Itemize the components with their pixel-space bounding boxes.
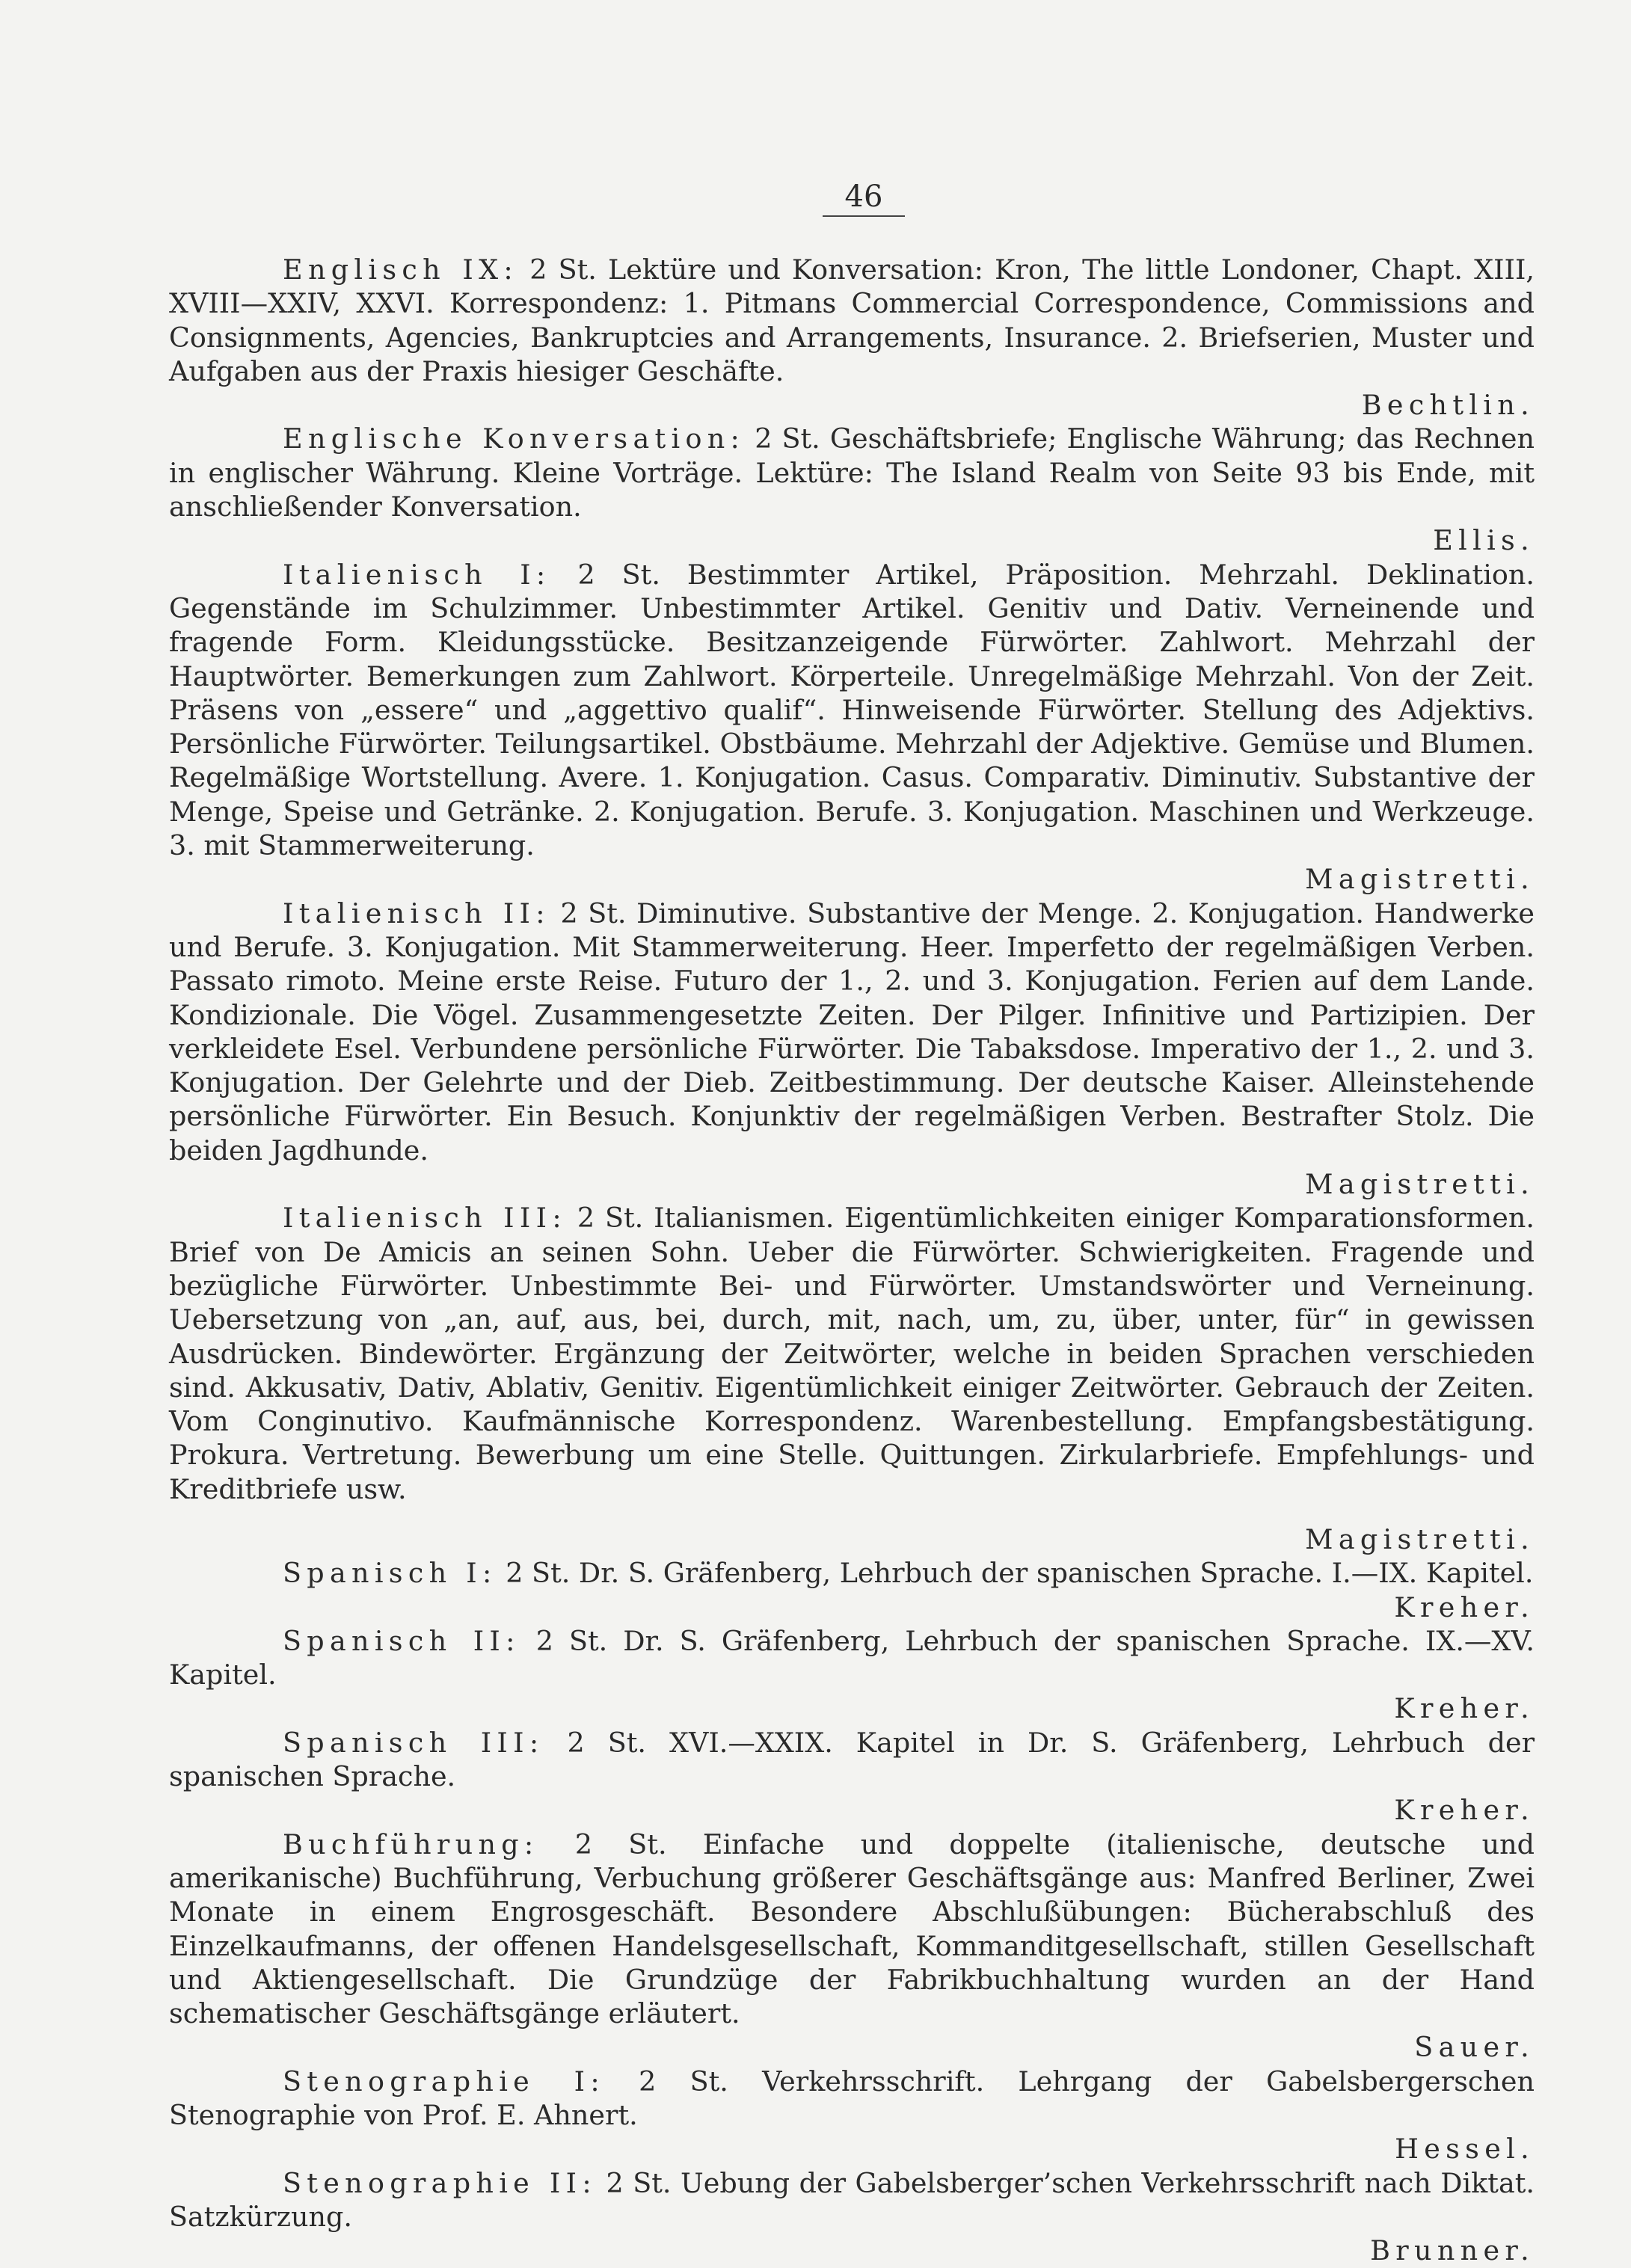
entry-englische-konversation	[169, 422, 1535, 557]
subject-heading: Englisch IX:	[283, 253, 519, 286]
entry-text: 2 St. Dr. S. Gräfenberg, Lehrbuch der spanischen Sprache. I.—IX. Kapitel.	[506, 1557, 1534, 1590]
teacher-name: Brunner.	[1370, 2234, 1535, 2267]
entry-text: 2 St. Uebung der Gabelsberger’schen Verkehrsschrift nach Diktat. Satzkürzung.	[169, 2166, 1535, 2233]
entry-spanisch-i	[169, 1556, 1535, 1624]
subject-heading: Italienisch II:	[283, 897, 550, 929]
teacher-name: Magistretti.	[1305, 1168, 1535, 1201]
entry-text: 2 St. Bestimmter Artikel, Präposition. Mehrzahl. Deklination. Gegenstände im Schulzimmer. Unbestimmter Artikel. Genitiv und Dativ. Verneinende und fragende Form. Kleidungsstücke. Besitzanzeigende Fürwörter. Zahlwort. Mehrzahl der Hauptwörter. Bemerkungen zum Zahlwort. Körperteile. Unregelmäßige Mehrzahl. Von der Zeit. Präsens von „essere“ und „aggettivo qualif“. Hinweisende Fürwörter. Stellung des Adjektivs. Persönliche Fürwörter. Teilungsartikel. Obstbäume. Mehrzahl der Adjektive. Gemüse und Blumen. Regelmäßige Wortstellung. Avere. 1. Konjugation. Casus. Comparativ. Diminutiv. Substantive der Menge, Speise und Getränke. 2. Konjugation. Berufe. 3. Konjugation. Maschinen und Werkzeuge. 3. mit Stammerweiterung.	[169, 558, 1535, 862]
entry-text: 2 St. Lektüre und Konversation: Kron, The little Londoner, Chapt. XIII, XVIII—XXIV, XXVI. Korrespondenz: 1. Pitmans Commercial Correspondence, Commissions and Consignments, Agencies, Bankruptcies and Arrangements, Insurance. 2. Briefserien, Muster und Aufgaben aus der Praxis hiesiger Geschäfte.	[169, 253, 1535, 387]
entry-text: 2 St. Verkehrsschrift. Lehrgang der Gabelsbergerschen Stenographie von Prof. E. Ahnert.	[169, 2065, 1535, 2132]
entry-paragraph	[169, 558, 1535, 863]
subject-heading: Stenographie II:	[283, 2166, 597, 2199]
teacher-name: Hessel.	[1395, 2133, 1535, 2166]
entry-stenographie-ii	[169, 2166, 1535, 2268]
teacher-name: Kreher.	[1394, 1794, 1535, 1827]
entry-text: 2 St. Italianismen. Eigentümlichkeiten einiger Komparationsformen. Brief von De Amicis an seinen Sohn. Ueber die Fürwörter. Schwierigkeiten. Fragende und bezügliche Fürwörter. Unbestimmte Bei- und Fürwörter. Umstandswörter und Verneinung. Uebersetzung von „an, auf, aus, bei, durch, mit, nach, um, zu, über, unter, für“ in gewissen Ausdrücken. Bindewörter. Ergänzung der Zeitwörter, welche in beiden Sprachen verschieden sind. Akkusativ, Dativ, Ablativ, Genitiv. Eigentümlichkeit einiger Zeitwörter. Gebrauch der Zeiten. Vom Conginutivo. Kaufmännische Korrespondenz. Warenbestellung. Empfangsbestätigung. Prokura. Vertretung. Bewerbung um eine Stelle. Quittungen. Zirkularbriefe. Empfehlungs- und Kreditbriefe usw.	[169, 1202, 1535, 1505]
entry-italienisch-ii	[169, 897, 1535, 1202]
entry-paragraph	[169, 1726, 1535, 1794]
spacer	[169, 1506, 1535, 1522]
entry-text: 2 St. Geschäftsbriefe; Englische Währung; das Rechnen in englischer Währung. Kleine Vorträge. Lektüre: The Island Realm von Seite 93 bis Ende, mit anschließender Konversation.	[169, 422, 1535, 523]
entry-paragraph	[169, 2166, 1535, 2234]
entry-paragraph	[169, 2065, 1535, 2133]
entry-buchfuehrung	[169, 1828, 1535, 2065]
subject-heading: Englische Konversation:	[283, 422, 746, 455]
entry-italienisch-i	[169, 558, 1535, 897]
teacher-name: Bechtlin.	[1361, 389, 1535, 422]
entry-spanisch-ii	[169, 1624, 1535, 1726]
subject-heading: Italienisch I:	[283, 558, 551, 591]
page-number: 46	[823, 178, 905, 217]
entry-paragraph	[169, 253, 1535, 388]
teacher-name: Kreher.	[1394, 1591, 1535, 1623]
subject-heading: Spanisch II:	[283, 1624, 520, 1657]
entry-paragraph	[169, 1556, 1535, 1590]
entry-text: 2 St. XVI.—XXIX. Kapitel in Dr. S. Gräfenberg, Lehrbuch der spanischen Sprache.	[169, 1726, 1535, 1793]
teacher-name: Magistretti.	[1305, 1522, 1535, 1555]
teacher-name: Magistretti.	[1305, 863, 1535, 896]
entry-paragraph	[169, 1624, 1535, 1692]
entry-stenographie-i	[169, 2065, 1535, 2166]
subject-heading: Buchführung:	[283, 1828, 539, 1860]
subject-heading: Spanisch III:	[283, 1726, 544, 1759]
entry-text: 2 St. Diminutive. Substantive der Menge. 2. Konjugation. Handwerke und Berufe. 3. Konjugation. Mit Stammerweiterung. Heer. Imperfetto der regelmäßigen Verben. Passato rimoto. Meine erste Reise. Futuro der 1., 2. und 3. Konjugation. Ferien auf dem Lande. Kondizionale. Die Vögel. Zusammengesetzte Zeiten. Der Pilger. Infinitive und Partizipien. Der verkleidete Esel. Verbundene persönliche Fürwörter. Die Tabaksdose. Imperativo der 1., 2. und 3. Konjugation. Der Gelehrte und der Dieb. Zeitbestimmung. Der deutsche Kaiser. Alleinstehende persönliche Fürwörter. Ein Besuch. Konjunktiv der regelmäßigen Verben. Bestrafter Stolz. Die beiden Jagdhunde.	[169, 897, 1535, 1167]
teacher-name: Sauer.	[1414, 2031, 1535, 2064]
subject-heading: Spanisch I:	[283, 1557, 497, 1590]
entry-paragraph	[169, 422, 1535, 523]
entry-text: 2 St. Einfache und doppelte (italienische, deutsche und amerikanische) Buchführung, Verbuchung größerer Geschäftsgänge aus: Manfred Berliner, Zwei Monate in einem Engrosgeschäft. Besondere Abschlußübungen: Bücherabschluß des Einzelkaufmanns, der offenen Handelsgesellschaft, Kommanditgesellschaft, stillen Gesellschaft und Aktiengesellschaft. Die Grundzüge der Fabrikbuchhaltung wurden an der Hand schematischer Geschäftsgänge erläutert.	[169, 1828, 1535, 2030]
entry-spanisch-iii	[169, 1726, 1535, 1828]
entry-text: 2 St. Dr. S. Gräfenberg, Lehrbuch der spanischen Sprache. IX.—XV. Kapitel.	[169, 1624, 1535, 1691]
teacher-name: Kreher.	[1394, 1692, 1535, 1725]
curriculum-text	[169, 253, 1535, 2268]
teacher-name: Ellis.	[1433, 524, 1535, 557]
subject-heading: Italienisch III:	[283, 1202, 567, 1235]
entry-englisch-ix	[169, 253, 1535, 422]
entry-paragraph	[169, 1828, 1535, 2031]
entry-paragraph	[169, 897, 1535, 1167]
entry-paragraph	[169, 1201, 1535, 1506]
subject-heading: Stenographie I:	[283, 2065, 605, 2098]
entry-italienisch-iii	[169, 1201, 1535, 1556]
